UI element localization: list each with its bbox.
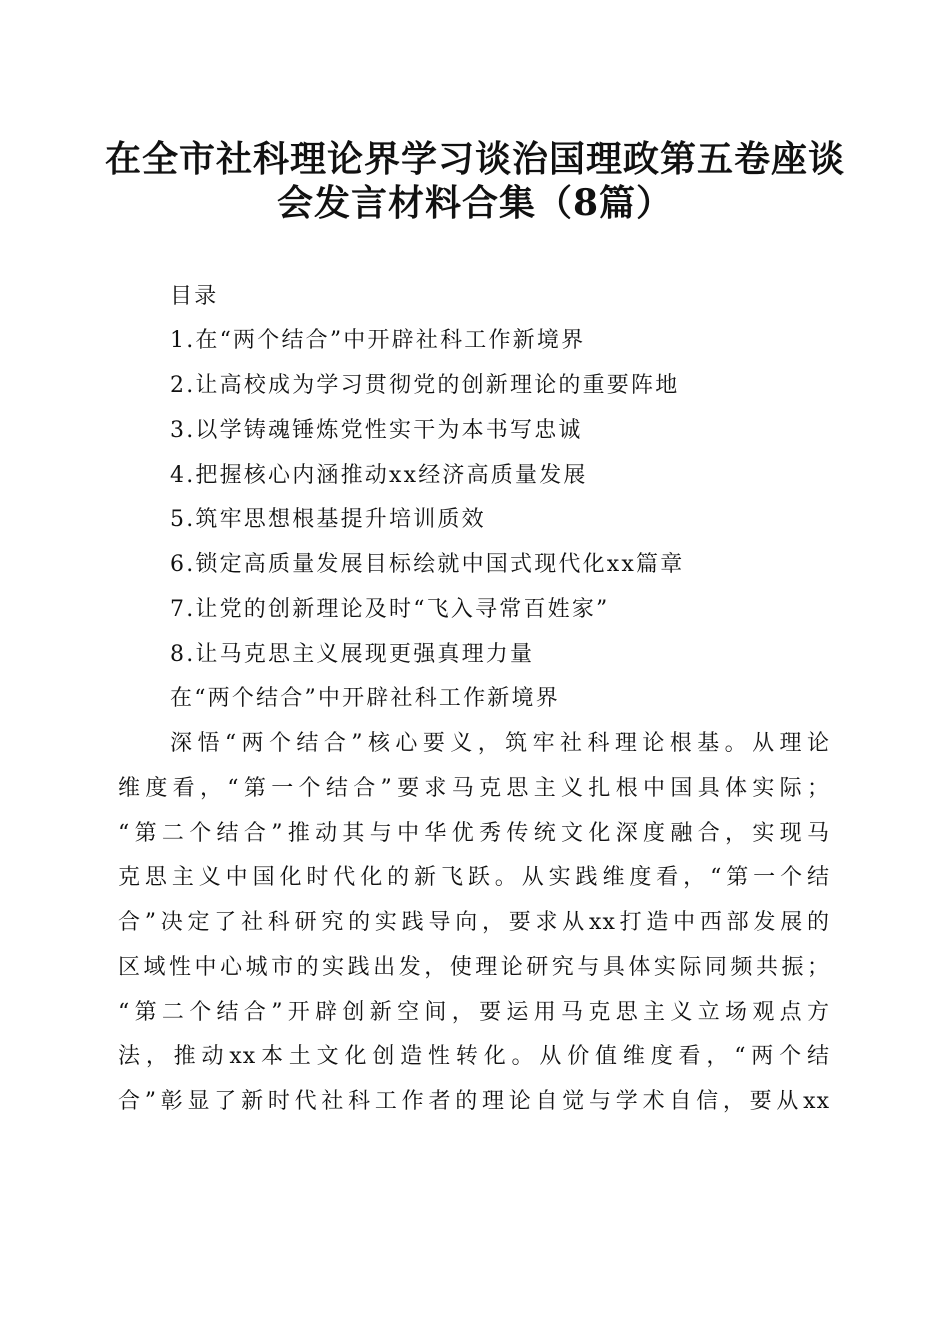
paragraph-line: 合”决定了社科研究的实践导向，要求从xx打造中西部发展的 bbox=[118, 910, 830, 935]
toc-item: 4.把握核心内涵推动xx经济高质量发展 bbox=[170, 463, 588, 488]
paragraph-line: “第二个结合”推动其与中华优秀传统文化深度融合，实现马 bbox=[118, 821, 830, 846]
paragraph-line: 合”彰显了新时代社科工作者的理论自觉与学术自信，要从xx bbox=[118, 1089, 830, 1114]
paragraph-line: “第二个结合”开辟创新空间，要运用马克思主义立场观点方 bbox=[118, 1000, 830, 1025]
toc-item: 7.让党的创新理论及时“飞入寻常百姓家” bbox=[170, 597, 610, 622]
document-title-line-2: 会发言材料合集（8篇） bbox=[276, 182, 674, 224]
toc-item: 2.让高校成为学习贯彻党的创新理论的重要阵地 bbox=[170, 373, 680, 398]
toc-item: 8.让马克思主义展现更强真理力量 bbox=[170, 642, 535, 667]
paragraph-line: 维度看，“第一个结合”要求马克思主义扎根中国具体实际； bbox=[118, 776, 830, 801]
paragraph-line: 区域性中心城市的实践出发，使理论研究与具体实际同频共振； bbox=[118, 955, 830, 980]
section-title: 在“两个结合”中开辟社科工作新境界 bbox=[170, 686, 560, 711]
paragraph-line: 克思主义中国化时代化的新飞跃。从实践维度看，“第一个结 bbox=[118, 865, 830, 890]
toc-item: 5.筑牢思想根基提升培训质效 bbox=[170, 507, 486, 532]
toc-item: 6.锁定高质量发展目标绘就中国式现代化xx篇章 bbox=[170, 552, 685, 577]
paragraph-line: 深悟“两个结合”核心要义，筑牢社科理论根基。从理论 bbox=[170, 731, 830, 756]
toc-item: 3.以学铸魂锤炼党性实干为本书写忠诚 bbox=[170, 418, 583, 443]
document-title-line-1: 在全市社科理论界学习谈治国理政第五卷座谈 bbox=[104, 138, 845, 180]
toc-heading: 目录 bbox=[170, 284, 219, 309]
toc-item: 1.在“两个结合”中开辟社科工作新境界 bbox=[170, 328, 586, 353]
paragraph-line: 法，推动xx本土文化创造性转化。从价值维度看，“两个结 bbox=[118, 1044, 830, 1069]
